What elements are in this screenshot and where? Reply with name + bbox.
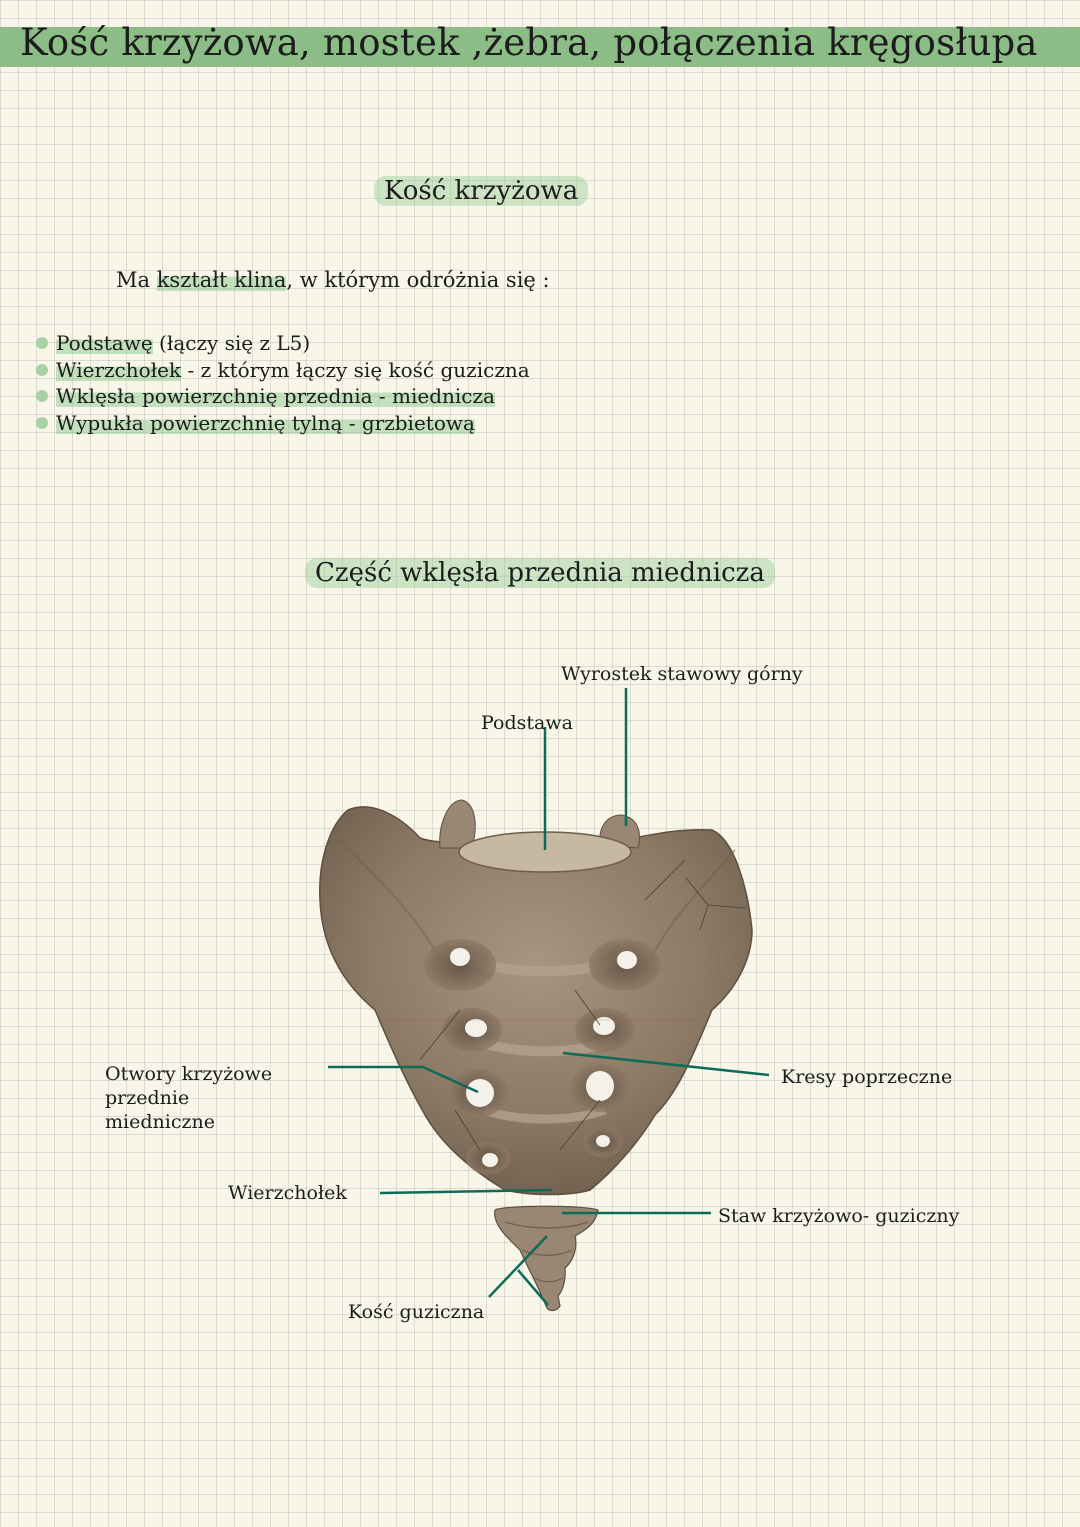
list-item-highlight: Wypukła powierzchnię tylną - grzbietową [56,410,475,435]
label-sacrococcygeal-joint: Staw krzyżowo- guziczny [718,1205,960,1227]
list-item-highlight: Wierzchołek [56,357,182,382]
label-apex: Wierzchołek [228,1182,347,1204]
sacral-foramen [617,951,637,969]
sacral-foramen [465,1019,487,1037]
section-heading-sacrum-text: Kość krzyżowa [374,176,588,206]
section-heading-anterior-text: Część wklęsła przednia miednicza [305,558,775,588]
sacral-foramen [586,1071,614,1101]
list-item-text: - z którym łączy się kość guziczna [181,357,530,382]
sacral-foramen [596,1135,610,1147]
list-item-highlight: Podstawę [56,331,153,355]
sacral-foramen [466,1079,494,1107]
intro-post: , w którym odróżnia się : [286,268,550,292]
label-coccyx: Kość guziczna [348,1301,485,1323]
label-superior-articular-process: Wyrostek stawowy górny [561,663,803,685]
sacral-foramen [450,948,470,966]
list-item-text: (łączy się z L5) [152,331,311,355]
label-base: Podstawa [481,712,573,734]
coccyx-bone [495,1206,598,1310]
label-transverse-lines: Kresy poprzeczne [781,1066,953,1088]
label-anterior-foramina: Otwory krzyżowe przednie miedniczne [105,1063,273,1133]
list-item-highlight: Wklęsła powierzchnię przednia - miednicza [56,384,495,408]
page-title: Kość krzyżowa, mostek ,żebra, połączenia kręgosłupa [20,21,1038,64]
sacral-foramen [482,1153,498,1167]
superior-articular-process-left [440,800,475,848]
intro-highlight: kształt klina [156,268,287,292]
intro-pre: Ma [116,268,157,292]
